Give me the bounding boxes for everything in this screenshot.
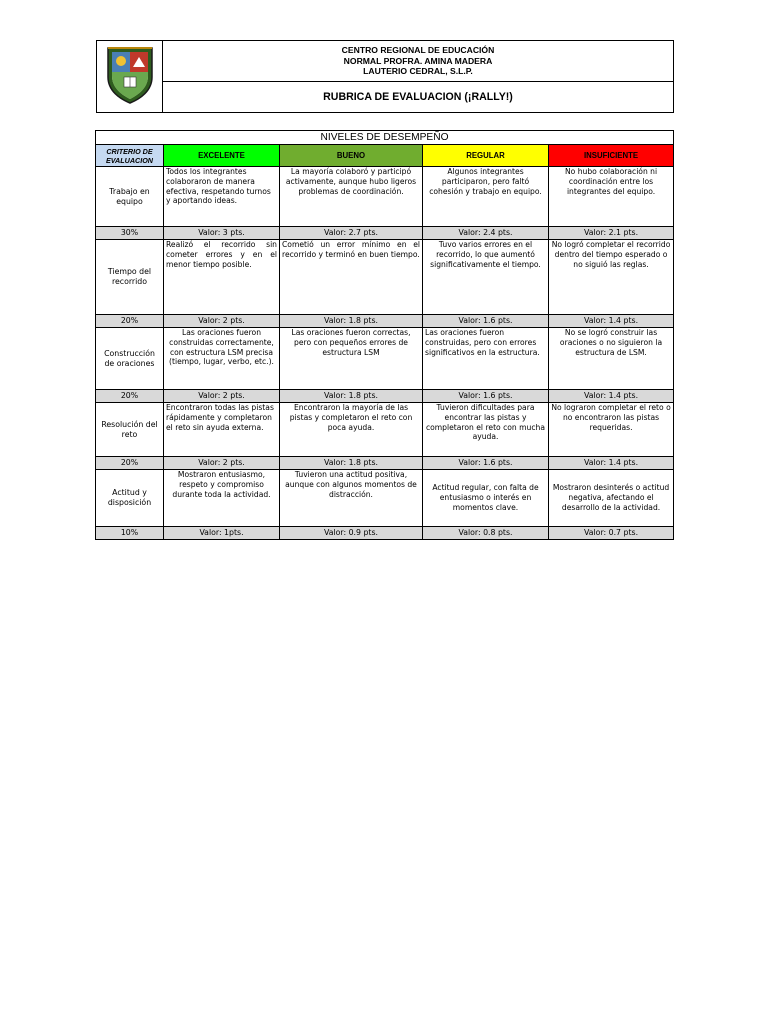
value-regular: Valor: 2.4 pts. <box>423 227 549 240</box>
value-insuficiente: Valor: 1.4 pts. <box>549 457 674 470</box>
criterion-weight: 20% <box>96 390 164 403</box>
institution-line-3: LAUTERIO CEDRAL, S.L.P. <box>363 66 473 77</box>
values-row <box>96 527 674 540</box>
descriptor-insuficiente: Mostraron desinterés o actitud negativa, afectando el desarrollo de la actividad. <box>549 470 674 527</box>
criterion-row <box>96 470 674 527</box>
descriptor-regular: Tuvo varios errores en el recorrido, lo que aumentó significativamente el tiempo. <box>423 240 549 315</box>
value-insuficiente: Valor: 1.4 pts. <box>549 390 674 403</box>
value-insuficiente: Valor: 2.1 pts. <box>549 227 674 240</box>
value-bueno: Valor: 2.7 pts. <box>280 227 423 240</box>
level-header-bueno: BUENO <box>280 145 423 167</box>
criterion-name: Resolución del reto <box>96 403 164 457</box>
descriptor-regular: Algunos integrantes participaron, pero faltó cohesión y trabajo en equipo. <box>423 167 549 227</box>
descriptor-regular: Las oraciones fueron construidas, pero con errores significativos en la estructura. <box>423 328 549 390</box>
rubric-table <box>95 130 674 540</box>
criterion-name: Tiempo del recorrido <box>96 240 164 315</box>
institution-line-1: CENTRO REGIONAL DE EDUCACIÓN <box>341 45 495 56</box>
descriptor-excelente: Todos los integrantes colaboraron de manera efectiva, respetando turnos y aportando ideas. <box>164 167 280 227</box>
criteria-column-header: CRITERIO DE EVALUACION <box>96 145 164 167</box>
value-bueno: Valor: 0.9 pts. <box>280 527 423 540</box>
descriptor-insuficiente: No hubo colaboración ni coordinación entre los integrantes del equipo. <box>549 167 674 227</box>
descriptor-regular: Tuvieron dificultades para encontrar las pistas y completaron el reto con mucha ayuda. <box>423 403 549 457</box>
criterion-row <box>96 328 674 390</box>
criterion-row <box>96 240 674 315</box>
values-row <box>96 457 674 470</box>
value-insuficiente: Valor: 0.7 pts. <box>549 527 674 540</box>
descriptor-regular: Actitud regular, con falta de entusiasmo o interés en momentos clave. <box>423 470 549 527</box>
criterion-weight: 10% <box>96 527 164 540</box>
value-excelente: Valor: 3 pts. <box>164 227 280 240</box>
criterion-weight: 20% <box>96 457 164 470</box>
descriptor-bueno: Las oraciones fueron correctas, pero con pequeños errores de estructura LSM <box>280 328 423 390</box>
value-regular: Valor: 1.6 pts. <box>423 390 549 403</box>
descriptor-bueno: La mayoría colaboró y participó activamente, aunque hubo ligeros problemas de coordinación. <box>280 167 423 227</box>
institution-name <box>163 41 674 82</box>
institution-line-2: NORMAL PROFRA. AMINA MADERA <box>343 55 493 66</box>
value-regular: Valor: 1.6 pts. <box>423 457 549 470</box>
value-regular: Valor: 0.8 pts. <box>423 527 549 540</box>
performance-levels-heading: NIVELES DE DESEMPEÑO <box>96 131 674 145</box>
rubric-title: RUBRICA DE EVALUACION (¡RALLY!) <box>163 82 674 113</box>
criterion-row <box>96 403 674 457</box>
values-row <box>96 390 674 403</box>
descriptor-bueno: Encontraron la mayoría de las pistas y completaron el reto con poca ayuda. <box>280 403 423 457</box>
values-row <box>96 227 674 240</box>
descriptor-bueno: Tuvieron una actitud positiva, aunque con algunos momentos de distracción. <box>280 470 423 527</box>
descriptor-excelente: Realizó el recorrido sin cometer errores y en el menor tiempo posible. <box>164 240 280 315</box>
value-excelente: Valor: 2 pts. <box>164 390 280 403</box>
descriptor-excelente: Encontraron todas las pistas rápidamente y completaron el reto sin ayuda externa. <box>164 403 280 457</box>
descriptor-insuficiente: No logró completar el recorrido dentro del tiempo esperado o no siguió las reglas. <box>549 240 674 315</box>
criterion-row <box>96 167 674 227</box>
value-bueno: Valor: 1.8 pts. <box>280 315 423 328</box>
value-regular: Valor: 1.6 pts. <box>423 315 549 328</box>
school-crest-icon <box>104 45 156 105</box>
criterion-name: Construcción de oraciones <box>96 328 164 390</box>
descriptor-excelente: Mostraron entusiasmo, respeto y compromiso durante toda la actividad. <box>164 470 280 527</box>
value-excelente: Valor: 2 pts. <box>164 457 280 470</box>
value-bueno: Valor: 1.8 pts. <box>280 390 423 403</box>
criterion-weight: 20% <box>96 315 164 328</box>
criterion-name: Actitud y disposición <box>96 470 164 527</box>
descriptor-insuficiente: No se logró construir las oraciones o no siguieron la estructura de LSM. <box>549 328 674 390</box>
value-insuficiente: Valor: 1.4 pts. <box>549 315 674 328</box>
document-header <box>96 40 674 113</box>
value-bueno: Valor: 1.8 pts. <box>280 457 423 470</box>
descriptor-excelente: Las oraciones fueron construidas correctamente, con estructura LSM precisa (tiempo, lugar, verbo, etc.). <box>164 328 280 390</box>
values-row <box>96 315 674 328</box>
criterion-weight: 30% <box>96 227 164 240</box>
criterion-name: Trabajo en equipo <box>96 167 164 227</box>
descriptor-bueno: Cometió un error mínimo en el recorrido y terminó en buen tiempo. <box>280 240 423 315</box>
logo-cell <box>97 41 163 113</box>
value-excelente: Valor: 2 pts. <box>164 315 280 328</box>
value-excelente: Valor: 1pts. <box>164 527 280 540</box>
level-header-insuficiente: INSUFICIENTE <box>549 145 674 167</box>
descriptor-insuficiente: No lograron completar el reto o no encontraron las pistas requeridas. <box>549 403 674 457</box>
level-header-excelente: EXCELENTE <box>164 145 280 167</box>
level-header-regular: REGULAR <box>423 145 549 167</box>
